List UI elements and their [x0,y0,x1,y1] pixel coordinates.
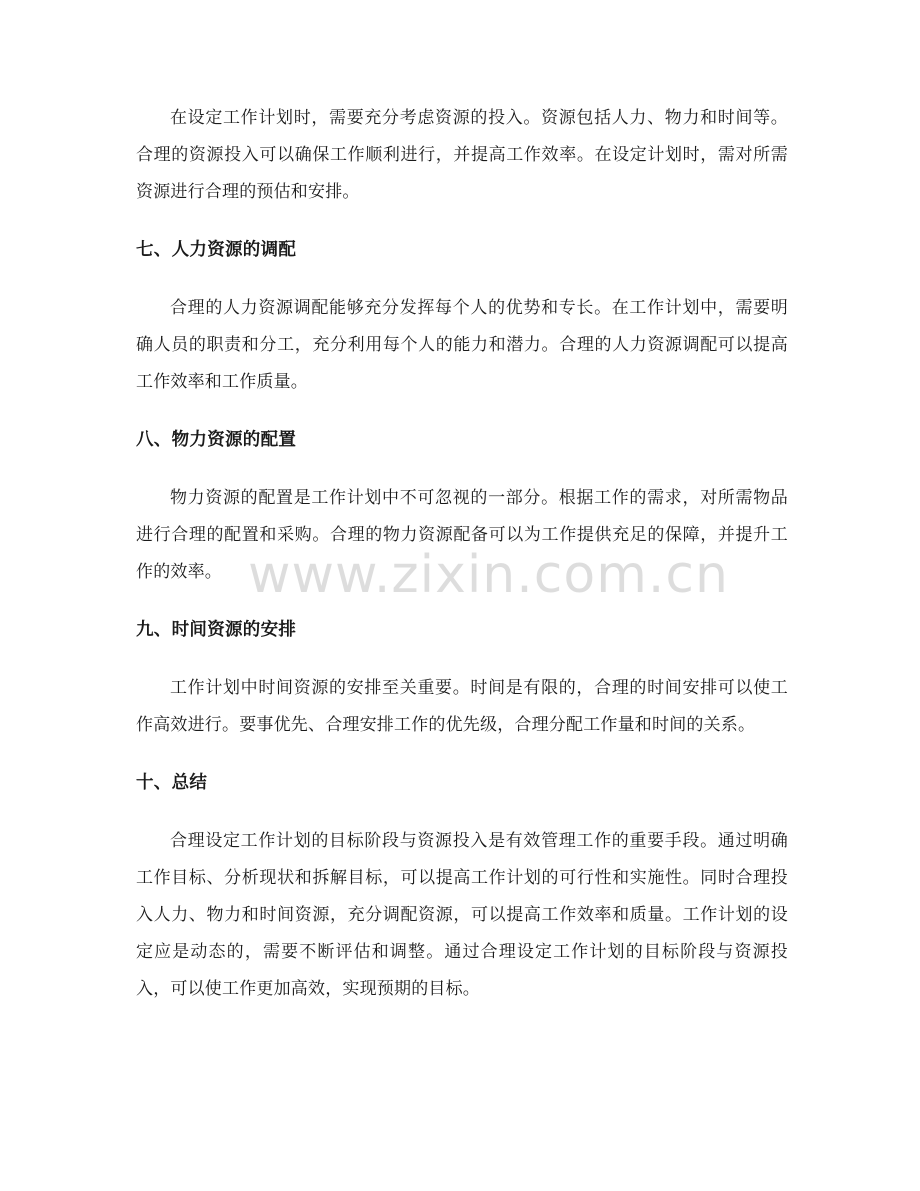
section-heading-8: 八、物力资源的配置 [136,430,297,450]
section-paragraph-8: 物力资源的配置是工作计划中不可忽视的一部分。根据工作的需求，对所需物品进行合理的配置和采购。合理的物力资源配备可以为工作提供充足的保障，并提升工作的效率。 [136,488,788,582]
watermark-text: www.zixin.com.cn [248,545,729,605]
section-paragraph-9: 工作计划中时间资源的安排至关重要。时间是有限的，合理的时间安排可以使工作高效进行。要事优先、合理安排工作的优先级，合理分配工作量和时间的关系。 [136,678,788,735]
intro-paragraph: 在设定工作计划时，需要充分考虑资源的投入。资源包括人力、物力和时间等。合理的资源投入可以确保工作顺利进行，并提高工作效率。在设定计划时，需对所需资源进行合理的预估和安排。 [136,108,788,202]
section-heading-7: 七、人力资源的调配 [136,240,297,260]
section-paragraph-7: 合理的人力资源调配能够充分发挥每个人的优势和专长。在工作计划中，需要明确人员的职责和分工，充分利用每个人的能力和潜力。合理的人力资源调配可以提高工作效率和工作质量。 [136,298,788,392]
section-heading-10: 十、总结 [136,773,208,793]
section-paragraph-10: 合理设定工作计划的目标阶段与资源投入是有效管理工作的重要手段。通过明确工作目标、分析现状和拆解目标，可以提高工作计划的可行性和实施性。同时合理投入人力、物力和时间资源，充分调配资源，可以提高工作效率和质量。工作计划的设定应是动态的，需要不断评估和调整。通过合理设定工作计划的目标阶段与资源投入，可以使工作更加高效，实现预期的目标。 [136,831,788,999]
document-body [136,100,788,1008]
section-heading-9: 九、时间资源的安排 [136,620,297,640]
